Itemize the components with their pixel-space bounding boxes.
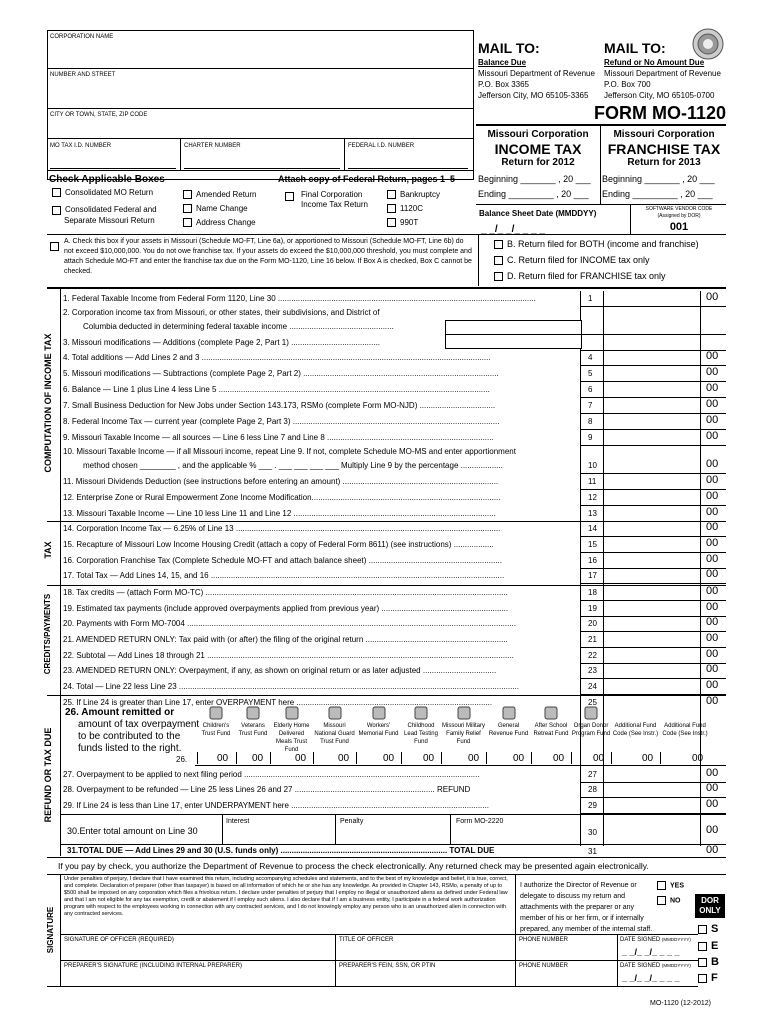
franchise-tax-l2: FRANCHISE TAX — [607, 141, 721, 157]
line-7-num: 7 — [588, 401, 593, 410]
attach-note: Attach copy of Federal Return, pages 1–5 — [278, 174, 456, 184]
dor-box-s[interactable] — [698, 923, 718, 935]
mail-to-left-sub: Balance Due — [478, 58, 527, 67]
mail-to-right-l2: P.O. Box 700 — [604, 80, 651, 89]
box-d-label: D. Return filed for FRANCHISE tax only — [507, 271, 666, 281]
line-7-label: 7. Small Business Deduction for New Jobs under Section 143.173, RSMo (complete Form MO-NJD) .................................. — [63, 401, 496, 410]
consolidated-fed-checkbox[interactable] — [52, 204, 172, 226]
line-16-cents: 00 — [706, 553, 719, 565]
line-rule — [580, 306, 726, 307]
line-1-label: 1. Federal Taxable Income from Federal Form 1120, Line 30 .................................................................................................................... — [63, 294, 536, 303]
line-9-label: 9. Missouri Taxable Income — all sources — Line 6 less Line 7 and Line 8 ........................................................................... — [63, 433, 494, 442]
consolidated-fed-label: Consolidated Federal and Separate Missouri Return — [64, 205, 157, 225]
mo-tax-id-input[interactable] — [50, 155, 176, 169]
line-17-label: 17. Total Tax — Add Lines 14, 15, and 16 .................................................................................................................................... — [63, 571, 505, 580]
interest-label: Interest — [226, 818, 250, 825]
fund-11-label: Additional Fund Code (See Instr.) — [662, 723, 708, 737]
line-27-num: 27 — [588, 770, 597, 779]
phone-input[interactable] — [519, 945, 614, 959]
line-31-cents: 00 — [706, 844, 719, 856]
mail-to-right-l1: Missouri Department of Revenue — [604, 69, 721, 78]
line-4-amount-input[interactable] — [604, 350, 699, 364]
990t-label: 990T — [400, 218, 419, 227]
line-9-cents: 00 — [706, 430, 719, 442]
box-b-checkbox[interactable] — [494, 239, 699, 249]
check-notice: If you pay by check, you authorize the Department of Revenue to process the check electronically. Any returned check may be presented again electronically. — [58, 861, 649, 871]
line-22-num: 22 — [588, 651, 597, 660]
line-23-label: 23. AMENDED RETURN ONLY: Overpayment, if any, as shown on original return or as later adjusted ................................. — [63, 666, 497, 675]
no-checkbox[interactable] — [657, 896, 681, 905]
side-label-credits: CREDITS/PAYMENTS — [43, 593, 52, 675]
fund-0-amount-input[interactable] — [197, 752, 216, 764]
line-23-num: 23 — [588, 666, 597, 675]
line-18-amount-input[interactable] — [604, 585, 699, 599]
line-14-cents: 00 — [706, 521, 719, 533]
side-label-computation: COMPUTATION OF INCOME TAX — [43, 333, 53, 473]
line-28-cents: 00 — [706, 782, 719, 794]
1120c-label: 1120C — [400, 204, 423, 213]
line-5-num: 5 — [588, 369, 593, 378]
city-input[interactable] — [50, 120, 470, 134]
vendor-code: 001 — [669, 221, 689, 233]
line-8-cents: 00 — [706, 414, 719, 426]
line-29-amount-input[interactable] — [604, 798, 699, 812]
fund-8-cents: 00 — [553, 753, 565, 764]
penalty-label: Penalty — [340, 818, 364, 825]
line-21-amount-input[interactable] — [604, 632, 699, 646]
line-16-amount-input[interactable] — [604, 553, 699, 567]
franchise-tax-ending[interactable]: Ending _________ , 20 ___ — [602, 189, 713, 199]
consolidated-mo-label: Consolidated MO Return — [65, 188, 154, 197]
fund-4-cents: 00 — [383, 753, 395, 764]
box-b-label: B. Return filed for BOTH (income and franchise) — [507, 239, 699, 249]
line-7-amount-input[interactable] — [604, 398, 699, 412]
fund-0-cents: 00 — [217, 753, 229, 764]
dor-box-f[interactable] — [698, 972, 718, 984]
number-street-input[interactable] — [50, 80, 470, 105]
mail-to-right-l3: Jefferson City, MO 65105-0700 — [604, 91, 715, 100]
fund-3-amount-input[interactable] — [313, 752, 337, 764]
line-16-label: 16. Corporation Franchise Tax (Complete Schedule MO-FT and attach balance sheet) ............................................................ — [63, 556, 502, 565]
federal-id-label: FEDERAL I.D. NUMBER — [348, 143, 415, 149]
line-10-num: 10 — [588, 461, 597, 470]
side-label-signature: SIGNATURE — [46, 906, 55, 954]
income-tax-beginning[interactable]: Beginning _______ , 20 ___ — [478, 174, 591, 184]
bankruptcy-checkbox[interactable] — [387, 190, 440, 199]
date-signed-text: DATE SIGNED — [620, 937, 661, 943]
income-tax-l2: INCOME TAX — [494, 141, 582, 157]
section-divider — [47, 585, 726, 586]
line-30-label: 30.Enter total amount on Line 30 — [67, 826, 198, 836]
line-20-label: 20. Payments with Form MO-7004 .................................................................................................................................................... — [63, 619, 516, 628]
line-5-cents: 00 — [706, 366, 719, 378]
line-22-amount-input[interactable] — [604, 648, 699, 662]
dor-box-b[interactable] — [698, 956, 719, 968]
fund-5-label: Childhood Lead Testing Fund — [404, 723, 438, 745]
fund-3-icon — [327, 706, 343, 720]
city-label: CITY OR TOWN, STATE, ZIP CODE — [50, 112, 148, 118]
line-14-num: 14 — [588, 524, 597, 533]
line-26-l1: 26. Amount remitted or — [65, 707, 175, 718]
line-17-amount-input[interactable] — [604, 568, 699, 582]
line-8-num: 8 — [588, 417, 593, 426]
line-15-label: 15. Recapture of Missouri Low Income Housing Credit (attach a copy of Federal Form 8611) (see instructions) .................. — [63, 540, 494, 549]
fund-9-amount-input[interactable] — [571, 752, 592, 764]
fund-9-icon — [583, 706, 599, 720]
line-3-box[interactable] — [445, 334, 582, 349]
line-11-label: 11. Missouri Dividends Deduction (see instructions before entering an amount) ...................................................................... — [63, 477, 499, 486]
fund-9-label: Organ Donor Program Fund — [571, 723, 611, 737]
title-officer-label: TITLE OF OFFICER — [339, 937, 394, 943]
fund-5-amount-input[interactable] — [401, 752, 422, 764]
fund-7-icon — [501, 706, 517, 720]
line-1-amount-input[interactable] — [604, 291, 699, 305]
line-24-num: 24 — [588, 682, 597, 691]
income-tax-l1: Missouri Corporation — [487, 129, 589, 140]
sig-officer-label: SIGNATURE OF OFFICER (REQUIRED) — [64, 937, 174, 943]
line-8-label: 8. Federal Income Tax — current year (complete Page 2, Part 3) ............................................................................................. — [63, 417, 500, 426]
line-14-amount-input[interactable] — [604, 521, 699, 535]
line-23-cents: 00 — [706, 663, 719, 675]
line-13-label: 13. Missouri Taxable Income — Line 10 less Line 11 and Line 12 ........................................................................................... — [63, 509, 496, 518]
address-change-label: Address Change — [196, 218, 256, 227]
side-label-tax: TAX — [43, 541, 53, 559]
prep-fein-label: PREPARER'S FEIN, SSN, OR PTIN — [339, 963, 436, 969]
line-11-num: 11 — [588, 477, 597, 486]
line-19-amount-input[interactable] — [604, 601, 699, 615]
line-1-num: 1 — [588, 294, 593, 303]
line-19-label: 19. Estimated tax payments (include approved overpayments applied from previous year) ......................................................... — [63, 604, 509, 613]
check-boxes-title: Check Applicable Boxes — [49, 174, 165, 185]
line-20-num: 20 — [588, 619, 597, 628]
form-title: FORM MO-1120 — [593, 103, 726, 123]
line-cont-1-label: 2. Corporation income tax from Missouri, or other states, their subdivisions, and District of — [63, 308, 380, 317]
federal-id-input[interactable] — [348, 155, 468, 169]
fund-5-icon — [413, 706, 429, 720]
line-12-amount-input[interactable] — [604, 490, 699, 504]
perjury-text: Under penalties of perjury, I declare that I have examined this return, including accompanying schedules and statements, and to the best of my knowledge and belief, it is true, correct, and complete. Declaration of preparer (other than taxpayer) is based on all information of which he or she has any knowledge. As provided in Chapter 143, RSMo, a penalty of up to $500 shall be imposed on any corporation which files a frivolous return. I declare under penalties of perjury that I employ no illegal or unauthorized aliens as defined under Federal law and that I am not eligible for any tax exemption, credit or abatement if I employ such aliens. I also declare that if I am a business entity, I participate in a federal work authorization program with respect to the employees working in connection with any contracted services, and I do not knowingly employ any person who is an unauthorized alien in connection with any contracted services. — [64, 876, 508, 917]
corp-name-input[interactable] — [50, 42, 470, 67]
mail-to-right-title: MAIL TO: — [604, 40, 666, 56]
fund-6-icon — [456, 706, 472, 720]
line-12-label: 12. Enterprise Zone or Rural Empowerment Zone Income Modification..................................................................................... — [63, 493, 501, 502]
vendor-code-label: SOFTWARE VENDOR CODE — [645, 206, 713, 212]
line-15-num: 15 — [588, 540, 597, 549]
line-28-amount-input[interactable] — [604, 782, 699, 796]
fund-0-label: Children's Trust Fund — [201, 723, 231, 737]
section-divider — [47, 521, 726, 522]
fund-3-cents: 00 — [338, 753, 350, 764]
dor-box-e[interactable] — [698, 940, 718, 952]
mail-to-left-l1: Missouri Department of Revenue — [478, 69, 595, 78]
line-rule — [580, 334, 726, 335]
line-13-cents: 00 — [706, 506, 719, 518]
fund-2-icon — [284, 706, 300, 720]
fund-4-icon — [371, 706, 387, 720]
line-8-amount-input[interactable] — [604, 414, 699, 428]
income-tax-l3: Return for 2012 — [501, 157, 575, 168]
line-26-l2: amount of tax overpayment — [78, 719, 200, 730]
line-18-cents: 00 — [706, 585, 719, 597]
line-4-cents: 00 — [706, 350, 719, 362]
address-change-checkbox[interactable] — [183, 218, 256, 227]
line-2-label: Columbia deducted in determining federal taxable income ............................................... — [83, 322, 394, 331]
line-24-amount-input[interactable] — [604, 679, 699, 693]
line-22-cents: 00 — [706, 648, 719, 660]
fund-2-cents: 00 — [295, 753, 307, 764]
dor-letter-s: S — [711, 923, 719, 935]
date-signed-label — [620, 937, 691, 943]
line-29-num: 29 — [588, 801, 597, 810]
line-22-label: 22. Subtotal — Add Lines 18 through 21 .......................................................................................................................................... — [63, 651, 514, 660]
line-31-label: 31.TOTAL DUE — Add Lines 29 and 30 (U.S. funds only) ........................................................................... TOTAL DUE — [67, 846, 495, 855]
line-4-label: 4. Total additions — Add Lines 2 and 3 .................................................................................................................................. — [63, 353, 491, 362]
mail-to-left-title: MAIL TO: — [478, 40, 540, 56]
charter-number-label: CHARTER NUMBER — [184, 143, 241, 149]
line-26-l4: funds listed to the right. — [78, 743, 182, 754]
phone-label: PHONE NUMBER — [519, 937, 569, 943]
line-14-label: 14. Corporation Income Tax — 6.25% of Line 13 ....................................................................................................................... — [63, 524, 501, 533]
franchise-tax-beginning[interactable]: Beginning _______ , 20 ___ — [602, 174, 715, 184]
fund-4-label: Workers' Memorial Fund — [358, 723, 399, 737]
final-return-label: Final Corporation Income Tax Return — [301, 190, 368, 209]
line-6-amount-input[interactable] — [604, 382, 699, 396]
fund-4-amount-input[interactable] — [356, 752, 382, 764]
amended-return-label: Amended Return — [196, 190, 257, 199]
state-seal-icon — [692, 28, 724, 60]
line-21-cents: 00 — [706, 632, 719, 644]
franchise-tax-l3: Return for 2013 — [627, 157, 701, 168]
line-rule — [580, 583, 726, 584]
name-change-checkbox[interactable] — [183, 204, 248, 213]
line-21-num: 21 — [588, 635, 597, 644]
mail-to-left-l3: Jefferson City, MO 65105-3365 — [478, 91, 589, 100]
prep-fein-input[interactable] — [339, 971, 509, 984]
corp-name-label: CORPORATION NAME — [50, 34, 114, 40]
fund-11-amount-input[interactable] — [660, 752, 691, 764]
line-20-cents: 00 — [706, 616, 719, 628]
line-11-cents: 00 — [706, 474, 719, 486]
line-25-cents: 00 — [706, 695, 719, 707]
line-6-cents: 00 — [706, 382, 719, 394]
yes-checkbox[interactable] — [657, 881, 684, 890]
bankruptcy-label: Bankruptcy — [400, 190, 441, 199]
line-21-label: 21. AMENDED RETURN ONLY: Tax paid with (or after) the filing of the original return ................................................................ — [63, 635, 508, 644]
line-27-amount-input[interactable] — [604, 767, 699, 781]
fund-6-amount-input[interactable] — [441, 752, 467, 764]
date-signed-input[interactable]: _ _/_ _/_ _ _ _ — [622, 947, 680, 957]
prep-date-format: (MMDDYYYY) — [661, 963, 691, 968]
consolidated-mo-checkbox[interactable] — [52, 188, 153, 197]
fund-1-label: Veterans Trust Fund — [238, 723, 268, 737]
line-27-cents: 00 — [706, 767, 719, 779]
line-24-cents: 00 — [706, 679, 719, 691]
dor-letter-e: E — [711, 940, 719, 952]
fund-7-cents: 00 — [513, 753, 525, 764]
line-19-num: 19 — [588, 604, 597, 613]
line-25-label: 25. If Line 24 is greater than Line 17, enter OVERPAYMENT here ........................................................................................ — [63, 698, 493, 707]
balance-sheet-input[interactable]: _ _/_ _/_ _ _ _ — [481, 224, 545, 235]
prep-sig-label: PREPARER'S SIGNATURE (INCLUDING INTERNAL PREPARER) — [64, 963, 242, 969]
line-9-amount-input[interactable] — [604, 430, 699, 444]
fund-7-amount-input[interactable] — [486, 752, 512, 764]
line-2-box[interactable] — [445, 320, 582, 335]
fund-1-amount-input[interactable] — [236, 752, 251, 764]
franchise-tax-l1: Missouri Corporation — [613, 129, 715, 140]
fund-2-label: Elderly Home Delivered Meals Trust Fund — [273, 723, 310, 753]
fund-10-cents: 00 — [642, 753, 654, 764]
line-cont-10-label: 10. Missouri Taxable Income — if all Missouri income, repeat Line 9. If not, complete Schedule MO-MS and enter apportionment — [63, 447, 516, 456]
line-15-amount-input[interactable] — [604, 537, 699, 551]
fund-10-icon — [628, 706, 644, 720]
1120c-checkbox[interactable] — [387, 204, 423, 213]
fund-8-amount-input[interactable] — [531, 752, 552, 764]
fund-10-label: Additional Fund Code (See Instr.) — [612, 723, 659, 737]
prep-date-label — [620, 963, 691, 969]
fund-0-icon — [208, 706, 224, 720]
line-16-num: 16 — [588, 556, 597, 565]
line-31-num: 31 — [588, 847, 597, 856]
line-5-label: 5. Missouri modifications — Subtractions (complete Page 2, Part 2) ........................................................................................ — [63, 369, 499, 378]
charter-number-input[interactable] — [184, 155, 340, 169]
line-23-amount-input[interactable] — [604, 663, 699, 677]
fund-6-cents: 00 — [468, 753, 480, 764]
authorize-text: I authorize the Director of Revenue or delegate to discuss my return and attachments with the preparer or any member of his or her firm, or if internally prepared, any member of the internal staff. — [520, 882, 653, 933]
line-30-num: 30 — [588, 828, 597, 837]
line-17-num: 17 — [588, 571, 597, 580]
dor-only-label: DOR ONLY — [695, 894, 725, 918]
footer-form-id: MO-1120 (12-2012) — [650, 1000, 711, 1007]
line-28-num: 28 — [588, 785, 597, 794]
line-18-label: 18. Tax credits — (attach Form MO-TC) ........................................................................................................................................ — [63, 588, 508, 597]
box-d-checkbox[interactable] — [494, 271, 666, 281]
title-officer-input[interactable] — [339, 945, 509, 959]
income-tax-ending[interactable]: Ending _________ , 20 ___ — [478, 189, 589, 199]
mail-to-right-sub: Refund or No Amount Due — [604, 58, 705, 67]
balance-sheet-label: Balance Sheet Date (MMDDYY) — [479, 209, 597, 218]
line-4-num: 4 — [588, 353, 593, 362]
line-27-label: 27. Overpayment to be applied to next filing period .......................................................................................................... — [63, 770, 480, 779]
line-30-cents: 00 — [706, 824, 719, 836]
line-13-num: 13 — [588, 509, 597, 518]
fund-9-cents: 00 — [593, 753, 605, 764]
line-17-cents: 00 — [706, 568, 719, 580]
fund-11-icon — [677, 706, 693, 720]
line-10-cents: 00 — [706, 458, 719, 470]
line-19-cents: 00 — [706, 601, 719, 613]
line-10-label: method chosen ________ , and the applicable % ___ . ___ ___ ___ ___ Multiply Line 9 by the percentage ................... — [83, 461, 503, 470]
fund-8-label: After School Retreat Fund — [533, 723, 569, 737]
final-return-checkbox[interactable] — [285, 190, 375, 210]
line-5-amount-input[interactable] — [604, 366, 699, 380]
line-28-label: 28. Overpayment to be refunded — Line 25 less Lines 26 and 27 ............................................................... REFUND — [63, 785, 471, 794]
yes-label: YES — [670, 882, 685, 890]
line-20-amount-input[interactable] — [604, 616, 699, 630]
fund-1-cents: 00 — [252, 753, 264, 764]
prep-date-text: DATE SIGNED — [620, 963, 661, 969]
fund-2-amount-input[interactable] — [270, 752, 294, 764]
line-29-cents: 00 — [706, 798, 719, 810]
mo-tax-id-label: MO TAX I.D. NUMBER — [50, 143, 112, 149]
mail-to-left-l2: P.O. Box 3365 — [478, 80, 529, 89]
line-12-num: 12 — [588, 493, 597, 502]
line-26-l3: to be contributed to the — [78, 731, 181, 742]
line-25-num: 25 — [588, 698, 597, 707]
side-label-refund: REFUND OR TAX DUE — [43, 727, 53, 823]
line-10-amount-input[interactable] — [604, 458, 699, 472]
line-15-cents: 00 — [706, 537, 719, 549]
line-13-amount-input[interactable] — [604, 506, 699, 520]
form-2220-label: Form MO-2220 — [456, 818, 504, 825]
amended-return-checkbox[interactable] — [183, 190, 256, 199]
prep-sig-input[interactable] — [64, 971, 332, 984]
fund-11-cents: 00 — [692, 753, 704, 764]
prep-date-input[interactable]: _ _/_ _/_ _ _ _ — [622, 973, 680, 983]
fund-6-label: Missouri Military Family Relief Fund — [441, 723, 485, 745]
fund-1-icon — [245, 706, 261, 720]
line-1-cents: 00 — [706, 291, 719, 303]
number-street-label: NUMBER AND STREET — [50, 72, 116, 78]
box-c-label: C. Return filed for INCOME tax only — [507, 255, 650, 265]
fund-5-cents: 00 — [423, 753, 435, 764]
prep-phone-input[interactable] — [519, 971, 614, 984]
line-29-label: 29. If Line 24 is less than Line 17, enter UNDERPAYMENT here ......................................................................................... — [63, 801, 489, 810]
line-26-num: 26. — [176, 755, 188, 764]
sig-officer-input[interactable] — [64, 945, 332, 959]
dor-letter-f: F — [711, 972, 718, 984]
vendor-code-sub: (Assigned by DOR) — [657, 213, 701, 219]
no-label: NO — [670, 897, 681, 905]
section-divider — [47, 695, 726, 696]
box-a-text: A. Check this box if your assets in Missouri (Schedule MO-FT, Line 6a), or apportioned to Missouri (Schedule MO-FT, Line 6b) do not exceed $10,000,000. You do not owe franchise tax. If your assets do exceed the $10,000,000 threshold, you must complete and attach Schedule MO-FT and enter the franchise tax due on the Form MO-1120, Line 16 below. If Box A is checked, Box C cannot be checked. — [64, 238, 472, 275]
line-12-cents: 00 — [706, 490, 719, 502]
prep-phone-label: PHONE NUMBER — [519, 963, 569, 969]
fund-3-label: Missouri National Guard Trust Fund — [314, 723, 355, 745]
dor-letter-b: B — [711, 956, 719, 968]
line-6-num: 6 — [588, 385, 593, 394]
fund-10-amount-input[interactable] — [611, 752, 641, 764]
990t-checkbox[interactable] — [387, 218, 418, 227]
date-format: (MMDDYYYY) — [661, 937, 691, 942]
fund-7-label: General Revenue Fund — [488, 723, 529, 737]
line-9-num: 9 — [588, 433, 593, 442]
line-rule — [580, 445, 726, 446]
line-7-cents: 00 — [706, 398, 719, 410]
line-3-label: 3. Missouri modifications — Additions (complete Page 2, Part 1) ........................................ — [63, 338, 381, 347]
box-c-checkbox[interactable] — [494, 255, 650, 265]
name-change-label: Name Change — [196, 204, 248, 213]
line-18-num: 18 — [588, 588, 597, 597]
line-6-label: 6. Balance — Line 1 plus Line 4 less Line 5 .......................................................................................................................... — [63, 385, 490, 394]
line-24-label: 24. Total — Line 22 less Line 23 ......................................................................................................................................................... — [63, 682, 519, 691]
box-a-checkbox[interactable] — [50, 238, 63, 256]
fund-8-icon — [543, 706, 559, 720]
line-11-amount-input[interactable] — [604, 474, 699, 488]
